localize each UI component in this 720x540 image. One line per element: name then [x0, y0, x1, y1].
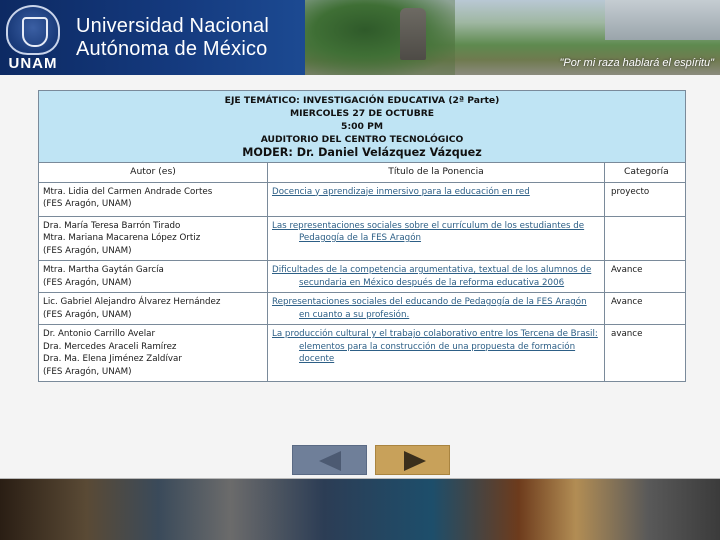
- author-affiliation: (FES Aragón, UNAM): [43, 309, 132, 320]
- category-cell: Avance: [605, 261, 686, 293]
- talk-title-link[interactable]: Representaciones sociales del educando de Pedagogía de la FES Aragón en cuanto a su profesión.: [272, 297, 587, 320]
- triangle-right-icon: [376, 446, 451, 476]
- previous-slide-button[interactable]: [292, 445, 367, 475]
- event-header: [39, 91, 686, 163]
- decorative-photo-strip: [0, 478, 720, 540]
- author-cell: [39, 261, 268, 293]
- title-cell: [268, 261, 605, 293]
- talk-title-link[interactable]: Dificultades de la competencia argumentativa, textual de los alumnos de secundaria en México después de la reforma educativa 2006: [272, 265, 592, 288]
- author-name: Mtra. Martha Gaytán García: [43, 265, 164, 275]
- author-name: Dra. Ma. Elena Jiménez Zaldívar: [43, 354, 182, 364]
- title-cell: [268, 325, 605, 382]
- author-affiliation: (FES Aragón, UNAM): [43, 277, 132, 288]
- campus-photo: [305, 0, 720, 75]
- column-header-category: Categoría: [605, 163, 686, 183]
- talk-title-link[interactable]: Docencia y aprendizaje inmersivo para la educación en red: [272, 186, 530, 197]
- category-cell: Avance: [605, 293, 686, 325]
- event-moderator: MODER: Dr. Daniel Velázquez Vázquez: [242, 146, 482, 159]
- photo-trees: [305, 0, 455, 75]
- event-theme: EJE TEMÁTICO: INVESTIGACIÓN EDUCATIVA (2ª Parte): [224, 95, 500, 106]
- author-cell: [39, 182, 268, 216]
- author-cell: [39, 293, 268, 325]
- program-table: [38, 90, 686, 382]
- title-cell: [268, 182, 605, 216]
- event-time: 5:00 PM: [341, 121, 383, 132]
- author-name: Mtra. Lidia del Carmen Andrade Cortes: [43, 186, 213, 197]
- author-affiliation: (FES Aragón, UNAM): [43, 245, 132, 256]
- event-date: MIERCOLES 27 DE OCTUBRE: [289, 108, 435, 119]
- unam-branding: [0, 0, 305, 75]
- next-slide-button[interactable]: [375, 445, 450, 475]
- talk-title-link[interactable]: Las representaciones sociales sobre el currículum de los estudiantes de Pedagogía de la FES Aragón: [272, 220, 585, 243]
- table-row: [39, 325, 686, 382]
- category-cell: proyecto: [605, 182, 686, 216]
- photo-statue: [400, 8, 426, 60]
- author-name: Dr. Antonio Carrillo Avelar: [43, 329, 156, 339]
- table-row: [39, 182, 686, 216]
- event-venue: AUDITORIO DEL CENTRO TECNOLÓGICO: [260, 134, 464, 145]
- table-row: [39, 216, 686, 261]
- author-name: Dra. María Teresa Barrón Tirado: [43, 220, 181, 231]
- column-header-title: Título de la Ponencia: [268, 163, 605, 183]
- university-motto: "Por mi raza hablará el espíritu": [559, 57, 714, 69]
- university-name-line1: Universidad Nacional: [76, 15, 269, 37]
- photo-building: [605, 0, 720, 40]
- author-name: Dra. Mercedes Araceli Ramírez: [43, 341, 177, 352]
- category-cell: [605, 216, 686, 261]
- column-header-author: Autor (es): [39, 163, 268, 183]
- author-cell: [39, 325, 268, 382]
- university-name-line2: Autónoma de México: [76, 38, 268, 60]
- unam-acronym: UNAM: [8, 55, 58, 72]
- title-cell: [268, 216, 605, 261]
- author-name: Lic. Gabriel Alejandro Álvarez Hernández: [43, 297, 221, 307]
- unam-seal-icon: [6, 5, 60, 55]
- column-header-row: [39, 163, 686, 183]
- table-row: [39, 261, 686, 293]
- author-affiliation: (FES Aragón, UNAM): [43, 199, 132, 209]
- table-row: [39, 293, 686, 325]
- author-name: Mtra. Mariana Macarena López Ortiz: [43, 233, 201, 243]
- event-header-row: [39, 91, 686, 163]
- triangle-left-icon: [293, 446, 368, 476]
- title-cell: [268, 293, 605, 325]
- author-cell: [39, 216, 268, 261]
- university-name: [76, 14, 269, 61]
- author-affiliation: (FES Aragón, UNAM): [43, 366, 132, 377]
- category-cell: avance: [605, 325, 686, 382]
- talk-title-link[interactable]: La producción cultural y el trabajo colaborativo entre los Tercena de Brasil: elementos para la construcción de una propuesta de formación docente: [272, 329, 598, 364]
- header-banner: [0, 0, 720, 75]
